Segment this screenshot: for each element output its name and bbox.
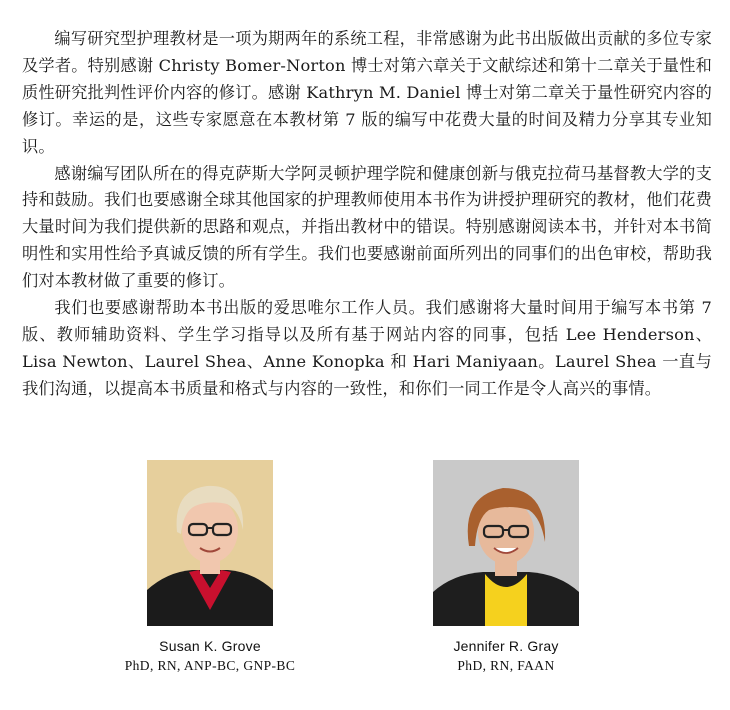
author-credentials: PhD, RN, ANP-BC, GNP-BC [124,658,296,673]
paragraph-2: 感谢编写团队所在的得克萨斯大学阿灵顿护理学院和健康创新与俄克拉荷马基督教大学的支持和鼓励。我们也要感谢全球其他国家的护理教师使用本书作为讲授护理研究的教材，他们花费大量时间为我们提供新的思路和观点，并指出教材中的错误。特别感谢阅读本书，并针对本书简明性和实用性给予真诚反馈的所有学生。我们也要感谢前面所列出的同事们的出色审校，帮助我们对本教材做了重要的修订。 [22,163,712,291]
author-card-grove [100,460,320,674]
paragraph-3: 我们也要感谢帮助本书出版的爱思唯尔工作人员。我们感谢将大量时间用于编写本书第 7 版、教师辅助资料、学生学习指导以及所有基于网站内容的同事，包括 Lee Henderson、Lisa Newton、Laurel Shea、Anne Konopka 和 Hari Maniyaan。Laurel Shea 一直与我们沟通，以提高本书质量和格式与内容的一致性，和你们一同工作是令人高兴的事情。 [22,298,712,398]
paragraph-1: 编写研究型护理教材是一项为期两年的系统工程，非常感谢为此书出版做出贡献的多位专家及学者。特别感谢 Christy Bomer-Norton 博士对第六章关于文献综述和第十二章关于量性和质性研究批判性评价内容的修订。感谢 Kathryn M. Daniel 博士对第二章关于量性研究内容的修订。幸运的是，这些专家愿意在本教材第 7 版的编写中花费大量的时间及精力分享其专业知识。 [22,29,712,156]
author-card-gray [396,460,616,674]
author-photo-gray [433,460,579,626]
author-photo-grove [147,460,273,626]
author-name: Jennifer R. Gray [453,638,559,654]
acknowledgment-text [22,26,712,403]
author-name: Susan K. Grove [159,638,261,654]
author-credentials: PhD, RN, FAAN [457,658,555,673]
